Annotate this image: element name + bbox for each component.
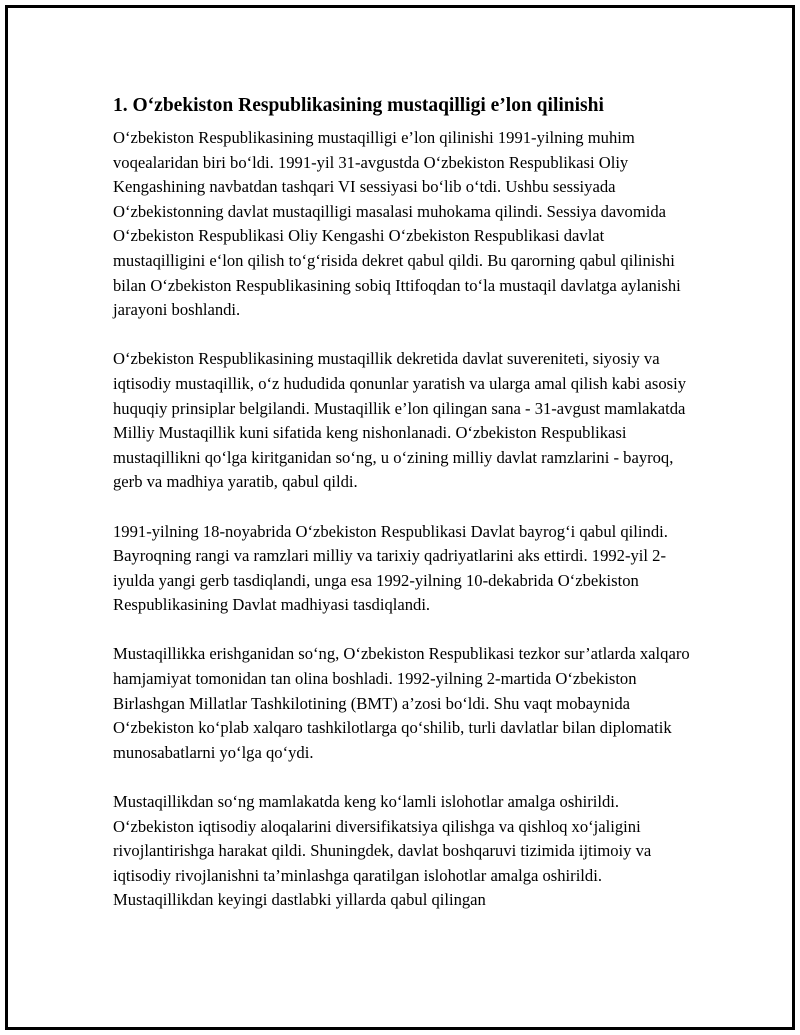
paragraph-state-symbols: 1991-yilning 18-noyabrida O‘zbekiston Respublikasi Davlat bayrog‘i qabul qilindi. Bayroqning rangi va ramzlari milliy va tarixiy qadriyatlarini aks ettirdi. 1992-yil 2-iyulda yangi gerb tasdiqlandi, unga esa 1992-yilning 10-dekabrida O‘zbekiston Respublikasining Davlat madhiyasi tasdiqlandi. xyxy=(113,521,668,615)
document-body xyxy=(113,92,693,938)
paragraph-independence-declaration: O‘zbekiston Respublikasining mustaqilligi e’lon qilinishi 1991-yilning muhim voqealaridan biri bo‘ldi. 1991-yil 31-avgustda O‘zbekiston Respublikasi Oliy Kengashining navbatdan tashqari VI sessiyasi bo‘lib o‘tdi. Ushbu sessiyada O‘zbekistonning davlat mustaqilligi masalasi muhokama qilindi. Sessiya davomida O‘zbekiston Respublikasi Oliy Kengashi O‘zbekiston Respublikasi davlat mustaqilligini e‘lon qilish to‘g‘risida dekret qabul qildi. Bu qarorning qabul qilinishi bilan O‘zbekiston Respublikasining sobiq Ittifoqdan to‘la mustaqil davlatga aylanishi jarayoni boshlandi. xyxy=(113,128,681,320)
paragraph-international-recognition: Mustaqillikka erishganidan so‘ng, O‘zbekiston Respublikasi tezkor sur’atlarda xalqaro hamjamiyat tomonidan tan olina boshladi. 1992-yilning 2-martida O‘zbekiston Birlashgan Millatlar Tashkilotining (BMT) a’zosi bo‘ldi. Shu vaqt mobaynida O‘zbekiston ko‘plab xalqaro tashkilotlarga qo‘shilib, turli davlatlar bilan diplomatik munosabatlarni yo‘lga qo‘ydi. xyxy=(113,644,690,762)
section-heading: 1. O‘zbekiston Respublikasining mustaqilligi e’lon qilinishi xyxy=(113,95,604,116)
paragraph-reforms: Mustaqillikdan so‘ng mamlakatda keng ko‘lamli islohotlar amalga oshirildi. O‘zbekiston iqtisodiy aloqalarini diversifikatsiya qilishga va qishloq xo‘jaligini rivojlantirishga harakat qildi. Shuningdek, davlat boshqaruvi tizimida ijtimoiy va iqtisodiy rivojlanishni ta’minlashga qaratilgan islohotlar amalga oshirildi. Mustaqillikdan keyingi dastlabki yillarda qabul qilingan xyxy=(113,792,652,910)
paragraph-independence-decree: O‘zbekiston Respublikasining mustaqillik dekretida davlat suvereniteti, siyosiy va iqtisodiy mustaqillik, o‘z hududida qonunlar yaratish va ularga amal qilish kabi asosiy huquqiy prinsiplar belgilandi. Mustaqillik e’lon qilingan sana - 31-avgust mamlakatda Milliy Mustaqillik kuni sifatida keng nishonlanadi. O‘zbekiston Respublikasi mustaqillikni qo‘lga kiritganidan so‘ng, u o‘zining milliy davlat ramzlarini - bayroq, gerb va madhiya yaratib, qabul qildi. xyxy=(113,349,687,492)
